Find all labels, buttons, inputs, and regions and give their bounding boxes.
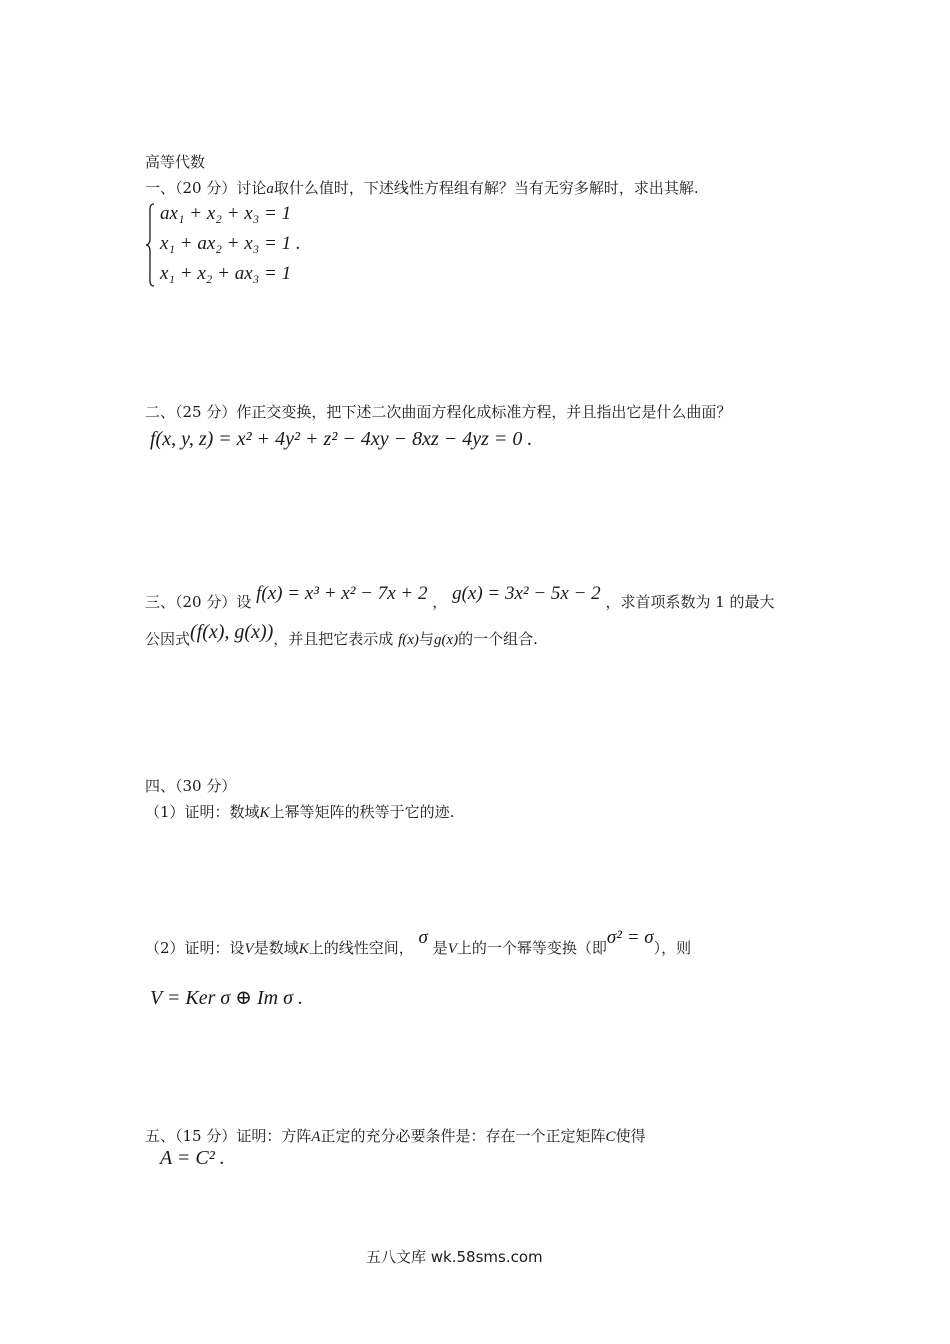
q1-text2: 取什么值时，下述线性方程组有解？当有无穷多解时，求出其解. <box>273 179 699 197</box>
q4-p2-K: K <box>298 941 309 957</box>
fx-inline: f(x) <box>398 632 419 648</box>
question-4-part-2 <box>145 927 692 957</box>
q5-text3: 使得 <box>615 1127 646 1145</box>
q4-p2-V2: V <box>447 941 457 957</box>
q4-p2-c: 上的线性空间， <box>308 939 414 957</box>
q3-prefix: 三、（20 分）设 <box>145 593 252 611</box>
q4-p1: （1）证明：数域 <box>145 803 260 821</box>
q1-var: a <box>266 181 274 197</box>
q5-text2: 正定的充分必要条件是：存在一个正定矩阵 <box>320 1127 606 1145</box>
q5-text: 五、（15 分）证明：方阵 <box>145 1127 312 1145</box>
q3-suffix: ，求首项系数为 1 的最大 <box>605 593 775 611</box>
system-brace <box>145 203 155 287</box>
q4-p2-d: 是 <box>432 939 448 957</box>
question-2-text: 二、（25 分）作正交变换，把下述二次曲面方程化成标准方程，并且指出它是什么曲面？ <box>145 403 732 421</box>
q4-p2-a: （2）证明：设 <box>145 939 245 957</box>
equation-3: x₁ + x₂ + ax₃ = 1 <box>160 263 292 284</box>
footer-watermark: 五八文库 wk.58sms.com <box>366 1248 543 1266</box>
question-4-heading: 四、（30 分） <box>145 777 237 795</box>
f-formula: f(x) = x³ + x² − 7x + 2 <box>256 583 428 604</box>
equation-1: ax₁ + x₂ + x₃ = 1 <box>160 203 292 224</box>
idempotent-condition: σ² = σ <box>606 927 654 948</box>
quadric-formula: f(x, y, z) = x² + 4y² + z² − 4xy − 8xz − 4yz = 0 . <box>150 428 533 450</box>
q4-p1-var: K <box>259 805 270 821</box>
q3-line2-suffix: 的一个组合. <box>458 630 538 648</box>
positive-definite-formula: A = C² . <box>160 1147 225 1169</box>
g-formula: g(x) = 3x² − 5x − 2 <box>452 583 601 604</box>
q3-line2-prefix: 公因式 <box>145 630 191 648</box>
q5-C: C <box>605 1129 616 1145</box>
question-3-line-1 <box>145 583 775 611</box>
question-1-text <box>145 177 699 198</box>
question-4-part-1 <box>145 801 454 822</box>
equation-2: x₁ + ax₂ + x₃ = 1 . <box>160 233 301 254</box>
q4-p2-f: ），则 <box>653 939 692 957</box>
direct-sum-formula: V = Ker σ ⊕ Im σ . <box>150 987 303 1009</box>
q4-p2-V: V <box>244 941 254 957</box>
q5-A: A <box>311 1129 321 1145</box>
q1-text: 一、（20 分）讨论 <box>145 179 267 197</box>
q4-p2-e: 上的一个幂等变换（即 <box>456 939 607 957</box>
question-3-line-2 <box>145 621 538 648</box>
question-5-text <box>145 1125 646 1146</box>
q3-and: 与 <box>418 630 434 648</box>
sigma-symbol: σ <box>418 927 428 948</box>
gcd-formula: (f(x), g(x)) <box>190 621 274 643</box>
q4-p2-b: 是数域 <box>253 939 299 957</box>
gx-inline: g(x) <box>433 632 459 648</box>
q4-p1-rest: 上幂等矩阵的秩等于它的迹. <box>269 803 455 821</box>
q3-sep: ， <box>432 593 448 611</box>
page-title: 高等代数 <box>145 153 206 171</box>
q3-line2-mid: ，并且把它表示成 <box>273 630 394 648</box>
